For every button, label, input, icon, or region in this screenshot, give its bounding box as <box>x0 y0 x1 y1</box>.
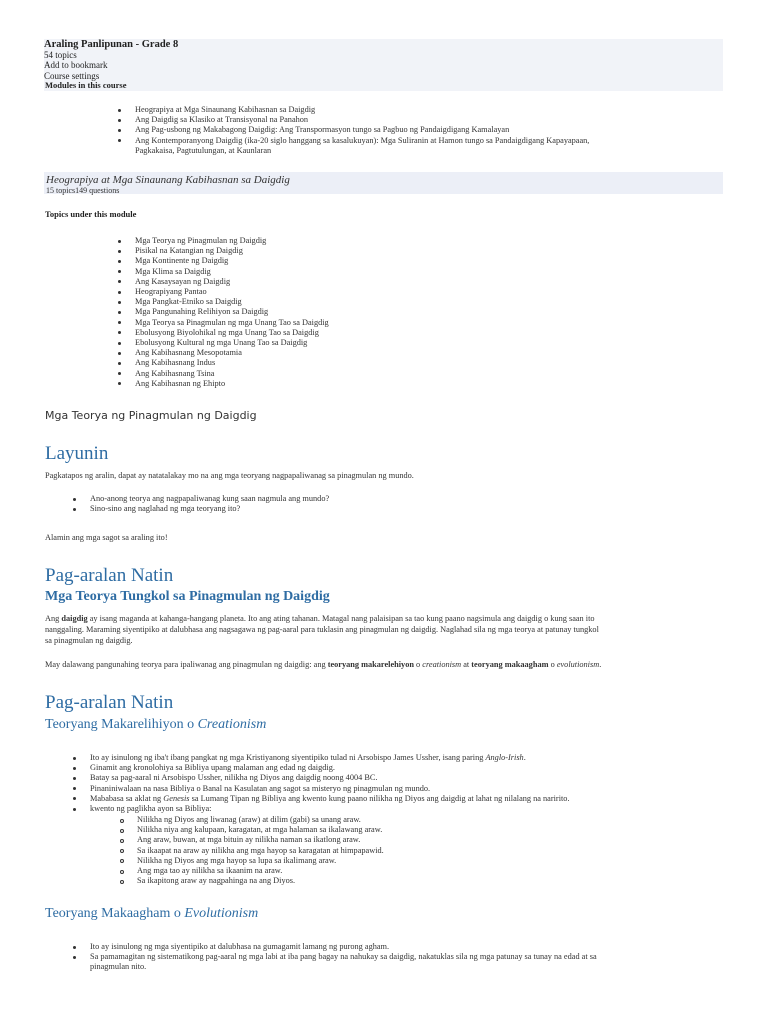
list-item: Ito ay isinulong ng iba't ibang pangkat ng mga Kristiyanong siyentipiko tulad ni Arsobispo James Ussher, isang paring Anglo-Irish. <box>90 753 570 763</box>
module-item[interactable]: Heograpiya at Mga Sinaunang Kabihasnan sa Daigdig <box>135 105 589 115</box>
course-title[interactable]: Araling Panlipunan - Grade 8 <box>44 39 179 50</box>
sub-list-item: Nilikha ng Diyos ang liwanag (araw) at dilim (gabi) sa unang araw. <box>137 815 384 825</box>
topics-label: Topics under this module <box>45 209 137 219</box>
topic-item[interactable]: Ang Kasaysayan ng Daigdig <box>135 277 329 287</box>
list-item: Ito ay isinulong ng mga siyentipiko at dalubhasa na gumagamit lamang ng purong agham. <box>90 942 730 952</box>
current-module-stats: 15 topics149 questions <box>46 186 120 195</box>
list-item: Sa pamamagitan ng sistematikong pag-aaral ng mga labi at iba pang bagay na nahukay sa daigdig, nakatuklas sila ng mga patunay sa tunay na edad at sa pinagmulan nito. <box>90 952 730 972</box>
layunin-questions <box>90 494 329 514</box>
list-item: Ginamit ang kronolohiya sa Bibliya upang malaman ang edad ng daigdig. <box>90 763 570 773</box>
topic-item[interactable]: Ang Kabihasnang Tsina <box>135 369 329 379</box>
section1-paragraph1: Ang daigdig ay isang maganda at kahanga-hangang planeta. Ito ang ating tahanan. Matagal nang palaisipan sa tao kung paano nagsimula ang daigdig o kung saan ito nanggaling. Maraming siyentipiko at dalubhasa ang nagsagawa ng pag-aaral para tuklasin ang pinagmulan ng daigdig. Naglahad sila ng mga teorya at patunay tungkol sa pinagmulan ng daigdig. <box>45 614 599 645</box>
creation-days-list <box>137 815 384 886</box>
module-item[interactable]: Ang Kontemporanyong Daigdig (ika-20 siglo hanggang sa kasalukuyan): Mga Suliranin at Hamon tungo sa Pandaigdigang Kapayapaan, <box>135 135 590 145</box>
sub-list-item: Ang mga tao ay nilikha sa ikaanim na araw. <box>137 866 384 876</box>
add-bookmark-link[interactable]: Add to bookmark <box>44 60 108 71</box>
topic-item[interactable]: Mga Teorya ng Pinagmulan ng Daigdig <box>135 236 329 246</box>
sub-list-item: Ang araw, buwan, at mga bituin ay nilikha naman sa ikatlong araw. <box>137 835 384 845</box>
layunin-outro: Alamin ang mga sagot sa araling ito! <box>45 533 168 542</box>
module-item[interactable]: Ang Pag-usbong ng Makabagong Daigdig: Ang Transpormasyon tungo sa Pagbuo ng Pandaigdigang Kamalayan <box>135 125 589 135</box>
creationism-list <box>90 753 570 814</box>
list-item: Pinaniniwalaan na nasa Bibliya o Banal na Kasulatan ang sagot sa misteryo ng pinagmulan ng mundo. <box>90 784 570 794</box>
topic-item[interactable]: Mga Teorya sa Pinagmulan ng mga Unang Tao sa Daigdig <box>135 317 329 327</box>
topic-item[interactable]: Ang Kabihasnan ng Ehipto <box>135 379 329 389</box>
topic-item[interactable]: Mga Pangkat-Etniko sa Daigdig <box>135 297 329 307</box>
section2-subheading: Teoryang Makarelihiyon o Creationism <box>45 717 267 732</box>
topic-item[interactable]: Pisikal na Katangian ng Daigdig <box>135 246 329 256</box>
sub-list-item: Sa ikaapat na araw ay nilikha ang mga hayop sa karagatan at himpapawid. <box>137 845 384 855</box>
sub-list-item: Nilikha ng Diyos ang mga hayop sa lupa sa ikalimang araw. <box>137 856 384 866</box>
evolutionism-list <box>90 942 730 973</box>
course-topic-count: 54 topics <box>44 50 77 60</box>
modules-label: Modules in this course <box>45 80 127 90</box>
lesson-title: Mga Teorya ng Pinagmulan ng Daigdig <box>45 409 257 422</box>
section1-paragraph2: May dalawang pangunahing teorya para ipaliwanag ang pinagmulan ng daigdig: ang teoryang makarelehiyon o creationism at teoryang makaagham o evolutionism. <box>45 660 602 669</box>
topic-item[interactable]: Mga Pangunahing Relihiyon sa Daigdig <box>135 307 329 317</box>
topic-item[interactable]: Heograpiyang Pantao <box>135 287 329 297</box>
topic-item[interactable]: Ebolusyong Kultural ng mga Unang Tao sa Daigdig <box>135 338 329 348</box>
sub-list-item: Nilikha niya ang kalupaan, karagatan, at mga halaman sa ikalawang araw. <box>137 825 383 835</box>
topic-item[interactable]: Ebolusyong Biyolohikal ng mga Unang Tao sa Daigdig <box>135 328 329 338</box>
course-header <box>44 39 723 91</box>
topic-item[interactable]: Mga Kontinente ng Daigdig <box>135 256 329 266</box>
module-list <box>135 105 589 146</box>
topic-item[interactable]: Ang Kabihasnang Mesopotamia <box>135 348 329 358</box>
topic-item[interactable]: Mga Klima sa Daigdig <box>135 267 329 277</box>
section2-heading: Pag-aralan Natin <box>45 692 174 713</box>
section3-subheading: Teoryang Makaagham o Evolutionism <box>45 906 259 921</box>
question-item: Ano-anong teorya ang nagpapaliwanag kung saan nagmula ang mundo? <box>90 494 330 503</box>
module-item[interactable]: Ang Daigdig sa Klasiko at Transisyonal na Panahon <box>135 115 589 125</box>
question-item: Sino-sino ang naglahad ng mga teoryang ito? <box>90 504 329 514</box>
layunin-heading: Layunin <box>45 443 109 464</box>
module-item-continuation[interactable]: Pagkakaisa, Pagtutulungan, at Kaunlaran <box>135 146 272 155</box>
topic-item[interactable]: Ang Kabihasnang Indus <box>135 358 329 368</box>
topic-list <box>135 236 329 389</box>
course-settings-link[interactable]: Course settings <box>44 70 100 81</box>
list-item: kwento ng paglikha ayon sa Bibliya: <box>90 804 570 814</box>
list-item: Batay sa pag-aaral ni Arsobispo Ussher, nilikha ng Diyos ang daigdig noong 4004 BC. <box>90 773 570 783</box>
section1-subheading: Mga Teorya Tungkol sa Pinagmulan ng Daigdig <box>45 589 330 604</box>
current-module-title[interactable]: Heograpiya at Mga Sinaunang Kabihasnan sa Daigdig <box>46 174 290 186</box>
layunin-intro: Pagkatapos ng aralin, dapat ay natatalakay mo na ang mga teoryang nagpapaliwanag sa pinagmulan ng mundo. <box>45 471 414 480</box>
current-module-bar <box>44 172 723 194</box>
list-item: Mababasa sa aklat ng Genesis sa Lumang Tipan ng Bibliya ang kwento kung paano nilikha ng Diyos ang daigdig at lahat ng nilalang na naririto. <box>90 793 570 803</box>
section1-heading: Pag-aralan Natin <box>45 565 174 586</box>
sub-list-item: Sa ikapitong araw ay nagpahinga na ang Diyos. <box>137 876 384 886</box>
